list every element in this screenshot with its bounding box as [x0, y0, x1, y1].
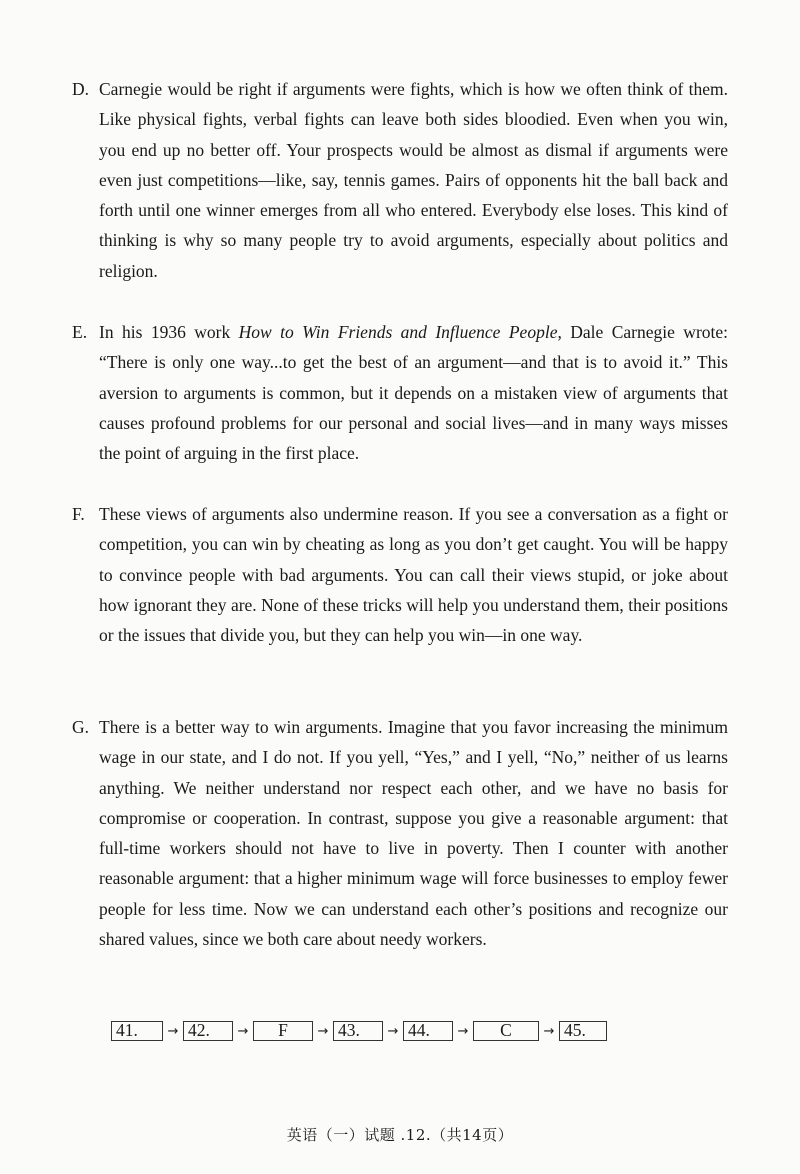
arrow-icon: → — [387, 1023, 399, 1039]
paragraph-d — [72, 74, 728, 286]
text-after-title: , Dale Carnegie wrote: “There is only one way...to get the best of an argument—and that is to avoid it.” This aversion to arguments is common, but it depends on a mistaken view of arguments that causes profound problems for our personal and social lives—and in many ways misses the point of arguing in the first place. — [99, 322, 729, 464]
arrow-icon: → — [543, 1023, 555, 1039]
book-title: How to Win Friends and Influence People — [238, 322, 558, 342]
answer-box-given-f: F — [253, 1021, 313, 1041]
paragraph-letter: F. — [72, 504, 85, 524]
text-before-title: In his 1936 work — [99, 322, 239, 342]
arrow-icon: → — [167, 1023, 179, 1039]
paragraph-g — [72, 712, 728, 954]
paragraph-text: Carnegie would be right if arguments were fights, which is how we often think of them. Like physical fights, verbal fights can leave both sides bloodied. Even when you win, you end up no better off. Your prospects would be almost as dismal if arguments were even just competitions—like, say, tennis games. Pairs of opponents hit the ball back and forth until one winner emerges from all who entered. Everybody else loses. This kind of thinking is why so many people try to avoid arguments, especially about politics and religion. — [99, 79, 728, 281]
paragraph-text: There is a better way to win arguments. Imagine that you favor increasing the minimum wage in our state, and I do not. If you yell, “Yes,” and I yell, “No,” neither of us learns anything. We neither understand nor respect each other, and we have no basis for compromise or cooperation. In contrast, suppose you give a reasonable argument: that full-time workers should not have to live in poverty. Then I counter with another reasonable argument: that a higher minimum wage will force businesses to employ fewer people for less time. Now we can understand each other’s positions and recognize our shared values, since we both care about needy workers. — [99, 717, 728, 950]
paragraph-letter: G. — [72, 717, 90, 737]
answer-box-41[interactable]: 41. — [111, 1021, 163, 1041]
arrow-icon: → — [237, 1023, 249, 1039]
paragraph-letter: E. — [72, 322, 88, 342]
answer-box-42[interactable]: 42. — [183, 1021, 233, 1041]
paragraph-text — [99, 317, 728, 468]
page-footer: 英语（一）试题 .12.（共14页） — [286, 1126, 514, 1144]
answer-sequence — [111, 1020, 607, 1042]
answer-box-44[interactable]: 44. — [403, 1021, 453, 1041]
arrow-icon: → — [317, 1023, 329, 1039]
paragraph-letter: D. — [72, 79, 90, 99]
answer-box-45[interactable]: 45. — [559, 1021, 607, 1041]
arrow-icon: → — [457, 1023, 469, 1039]
answer-box-43[interactable]: 43. — [333, 1021, 383, 1041]
paragraph-e — [72, 317, 728, 468]
paragraph-text: These views of arguments also undermine reason. If you see a conversation as a fight or competition, you can win by cheating as long as you don’t get caught. You will be happy to convince people with bad arguments. You can call their views stupid, or joke about how ignorant they are. None of these tricks will help you understand them, their positions or the issues that divide you, but they can help you win—in one way. — [99, 504, 728, 646]
answer-box-given-c: C — [473, 1021, 539, 1041]
paragraph-f — [72, 499, 728, 650]
